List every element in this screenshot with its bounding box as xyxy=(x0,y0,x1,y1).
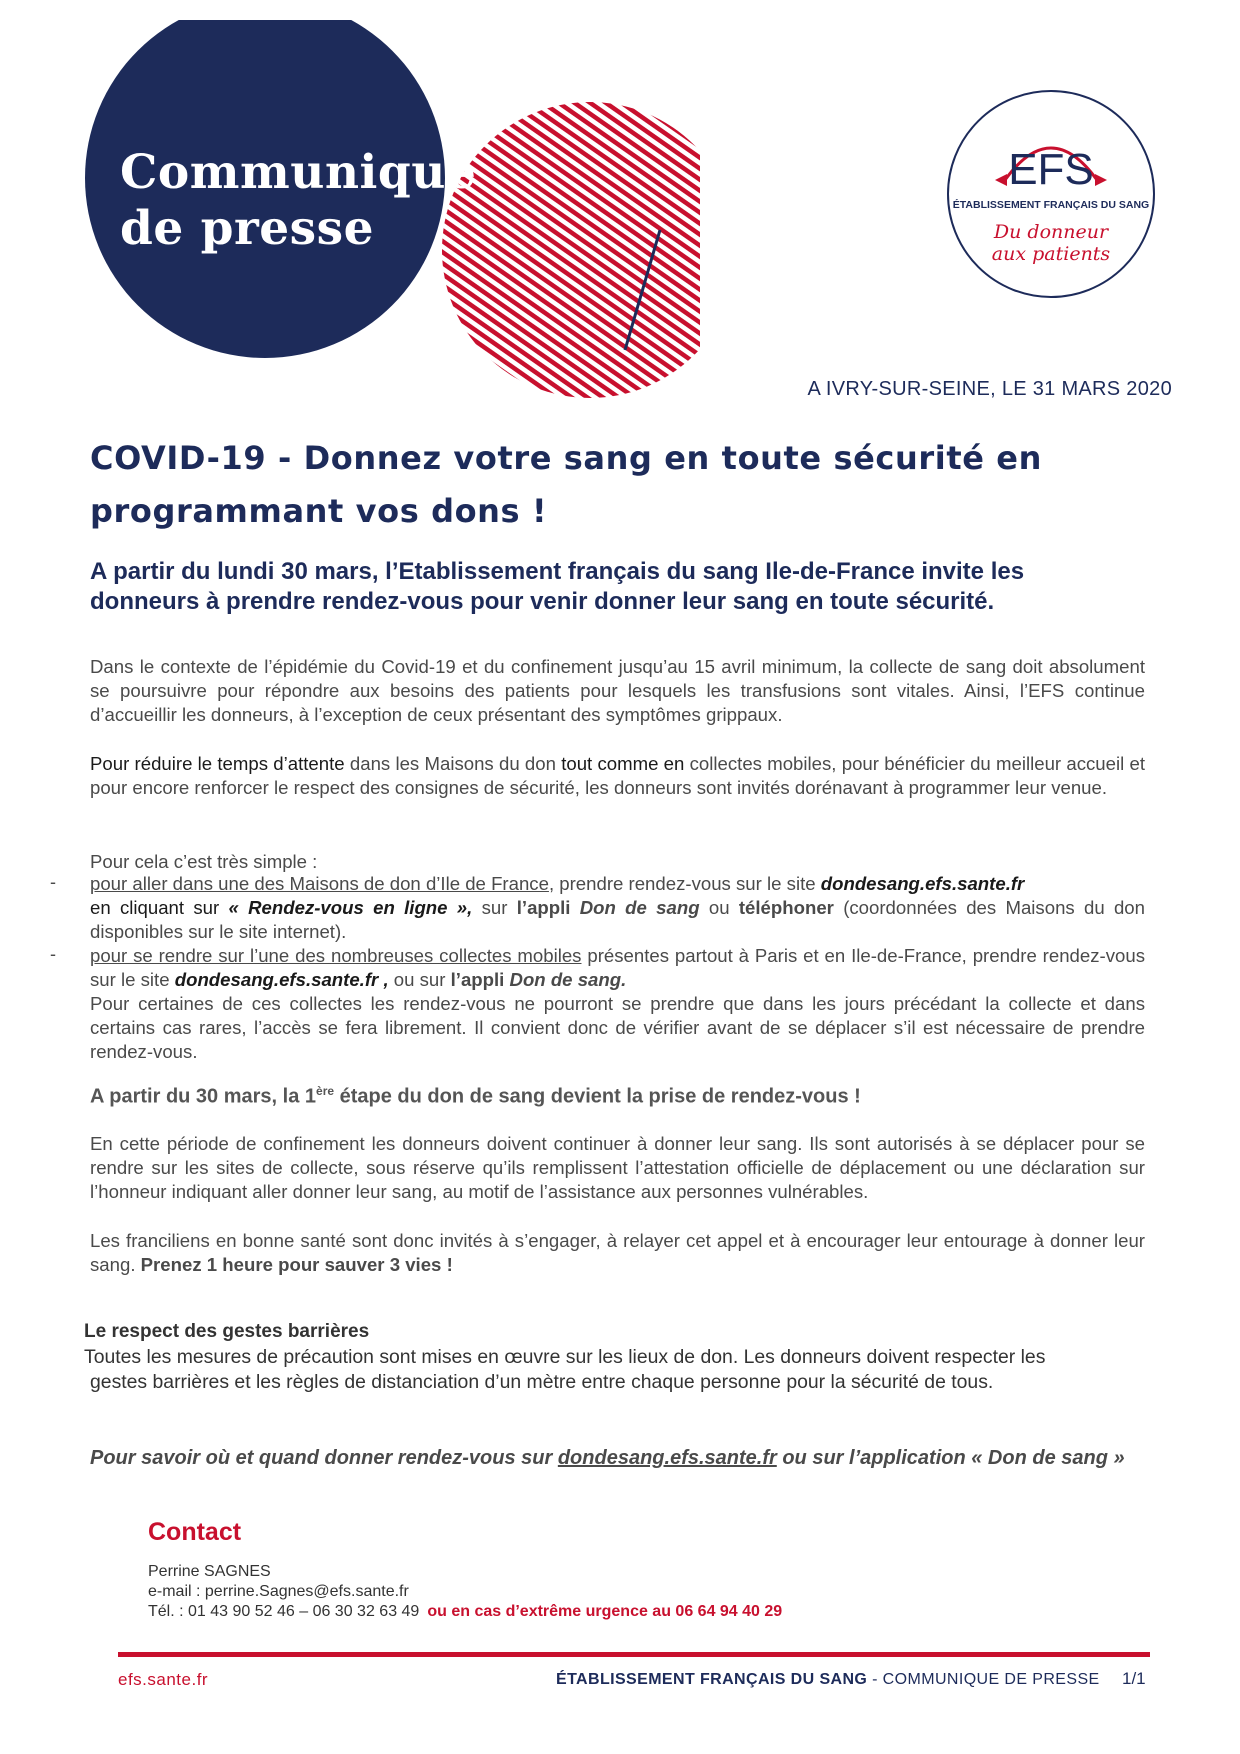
logo-acronym: EFS xyxy=(1008,145,1094,194)
footer-divider xyxy=(118,1652,1150,1657)
logo-tagline-2: aux patients xyxy=(991,243,1111,265)
context-paragraph: Dans le contexte de l’épidémie du Covid-19 et du confinement jusqu’au 15 avril minimum, la collecte de sang doit absolument se poursuivre pour répondre aux besoins des patients pour lesquels les transfusions sont vitales. Ainsi, l’EFS continue d’accueillir les donneurs, à l’exception de ceux présentant des symptômes grippaux. xyxy=(90,656,1145,725)
bullet-collectes-mobiles: pour se rendre sur l’une des nombreuses collectes mobiles présentes partout à Paris et en Ile-de-France, prendre rendez-vous sur le site dondesang.efs.sante.fr , ou sur l’appli Don de sang. Pour certaines de ces collectes les rendez-vous ne pourront se prendre que dans les jours précédant la collecte et dans certains cas rares, l’accès se fera librement. Il convient donc de vérifier avant de se déplacer s’il est nécessaire de prendre rendez-vous. xyxy=(90,945,1145,1062)
step-heading: A partir du 30 mars, la 1ère étape du don de sang devient la prise de rendez-vous ! xyxy=(90,1084,861,1108)
dateline: A IVRY-SUR-SEINE, LE 31 MARS 2020 xyxy=(807,378,1172,400)
page-number: 1/1 xyxy=(1122,1669,1146,1688)
link-maisons-du-don[interactable]: pour aller dans une des Maisons de don d’Ile de France xyxy=(90,873,549,894)
contact-email[interactable]: e-mail : perrine.Sagnes@efs.sante.fr xyxy=(148,1583,409,1600)
barrier-heading: Le respect des gestes barrières xyxy=(84,1321,370,1342)
efs-logo xyxy=(945,88,1157,300)
lead-paragraph: A partir du lundi 30 mars, l’Etablissement français du sang Ile-de-France invite les donneurs à prendre rendez-vous pour venir donner leur sang en toute sécurité. xyxy=(90,558,1025,615)
appointment-paragraph: Pour réduire le temps d’attente dans les Maisons du don tout comme en collectes mobiles, pour bénéficier du meilleur accueil et pour encore renforcer le respect des consignes de sécurité, les donneurs sont invités dorénavant à programmer leur venue. xyxy=(90,753,1146,798)
logo-org-name: ÉTABLISSEMENT FRANÇAIS DU SANG xyxy=(952,199,1150,211)
contact-name: Perrine SAGNES xyxy=(148,1563,271,1580)
link-collectes-mobiles[interactable]: pour se rendre sur l’une des nombreuses collectes mobiles xyxy=(90,945,582,966)
franciliens-paragraph: Les franciliens en bonne santé sont donc invités à s’engager, à relayer cet appel et à encourager leur entourage à donner leur sang. Prenez 1 heure pour sauver 3 vies ! xyxy=(90,1230,1145,1275)
headline: COVID-19 - Donnez votre sang en toute sécurité en programmant vos dons ! xyxy=(90,439,1042,530)
logo-tagline-1: Du donneur xyxy=(993,221,1109,243)
confinement-paragraph: En cette période de confinement les donneurs doivent continuer à donner leur sang. Ils sont autorisés à se déplacer pour se rendre sur les sites de collecte, sous réserve qu’ils remplissent l’attestation officielle de déplacement ou une déclaration sur l’honneur indiquant aller donner leur sang, au motif de l’assistance aux personnes vulnérables. xyxy=(90,1133,1145,1202)
contact-heading: Contact xyxy=(148,1518,242,1546)
call-to-action: Pour savoir où et quand donner rendez-vous sur dondesang.efs.sante.fr ou sur l’application « Don de sang » xyxy=(90,1447,1125,1469)
press-release-title: Communiqué de presse xyxy=(120,145,477,256)
cta-link[interactable]: dondesang.efs.sante.fr xyxy=(557,1447,777,1469)
footer-organization: ÉTABLISSEMENT FRANÇAIS DU SANG - COMMUNIQUE DE PRESSE xyxy=(556,1671,1100,1688)
urgent-phone: ou en cas d’extrême urgence au 06 64 94 40 29 xyxy=(427,1603,783,1620)
bullet-maisons-du-don: pour aller dans une des Maisons de don d’Ile de France, prendre rendez-vous sur le site dondesang.efs.sante.fr en cliquant sur « Rendez-vous en ligne », sur l’appli Don de sang ou téléphoner (coordonnées des Maisons du don disponibles sur le site internet). xyxy=(90,873,1145,942)
barrier-paragraph: Toutes les mesures de précaution sont mises en œuvre sur les lieux de don. Les donneurs doivent respecter les gestes barrières et les règles de distanciation d’un mètre entre chaque personne pour la sécurité de tous. xyxy=(84,1346,1046,1393)
bullet-dash: - xyxy=(50,944,56,964)
bullet-dash: - xyxy=(50,872,56,892)
footer-site-link[interactable]: efs.sante.fr xyxy=(118,1670,209,1689)
contact-phone: Tél. : 01 43 90 52 46 – 06 30 32 63 49 ou en cas d’extrême urgence au 06 64 94 40 29 xyxy=(148,1603,783,1620)
how-to-intro: Pour cela c’est très simple : xyxy=(90,851,318,872)
